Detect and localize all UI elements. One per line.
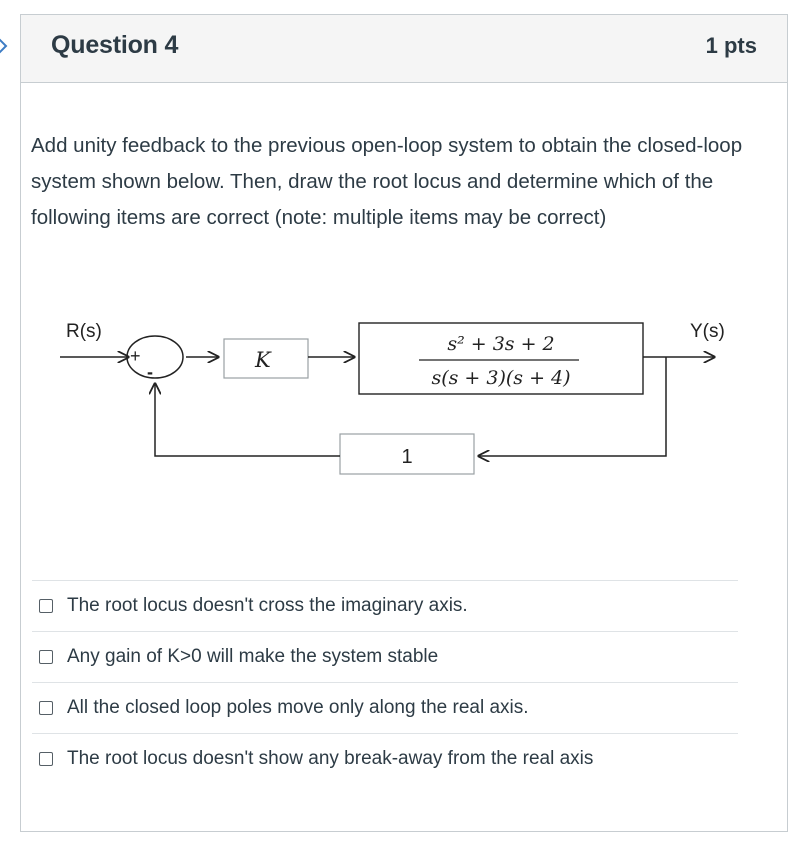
- nav-chevron-icon[interactable]: [0, 34, 8, 63]
- minus-sign: -: [147, 362, 153, 382]
- question-title: Question 4: [51, 31, 179, 59]
- answer-option[interactable]: [32, 733, 738, 784]
- block-diagram: [34, 300, 754, 480]
- answer-checkbox[interactable]: [39, 599, 53, 613]
- answer-option[interactable]: [32, 580, 738, 631]
- answer-label: Any gain of K>0 will make the system stable: [67, 646, 439, 667]
- answer-option[interactable]: [32, 682, 738, 733]
- answer-checkbox[interactable]: [39, 701, 53, 715]
- question-points: 1 pts: [705, 33, 757, 58]
- plant-numerator: s² + 3s + 2: [447, 333, 555, 355]
- plant-denominator: s(s + 3)(s + 4): [431, 367, 571, 389]
- gain-label: K: [255, 348, 271, 372]
- answer-option[interactable]: [32, 631, 738, 682]
- input-label: R(s): [66, 321, 102, 342]
- answer-label: The root locus doesn't show any break-away from the real axis: [67, 748, 594, 769]
- answer-checkbox[interactable]: [39, 752, 53, 766]
- question-header: [21, 15, 787, 83]
- question-prompt: Add unity feedback to the previous open-loop system to obtain the closed-loop system shown below. Then, draw the root locus and determine which of the following items are correct (note: multiple items may be correct): [31, 134, 743, 229]
- feedback-label: 1: [401, 446, 413, 468]
- output-label: Y(s): [690, 321, 725, 342]
- answer-label: The root locus doesn't cross the imaginary axis.: [67, 595, 468, 616]
- answer-checkbox[interactable]: [39, 650, 53, 664]
- plus-sign: +: [130, 346, 141, 366]
- block-diagram-svg: [34, 300, 754, 475]
- feedback-path-left: [155, 384, 340, 456]
- answer-label: All the closed loop poles move only along the real axis.: [67, 697, 529, 718]
- answer-list: [32, 580, 738, 784]
